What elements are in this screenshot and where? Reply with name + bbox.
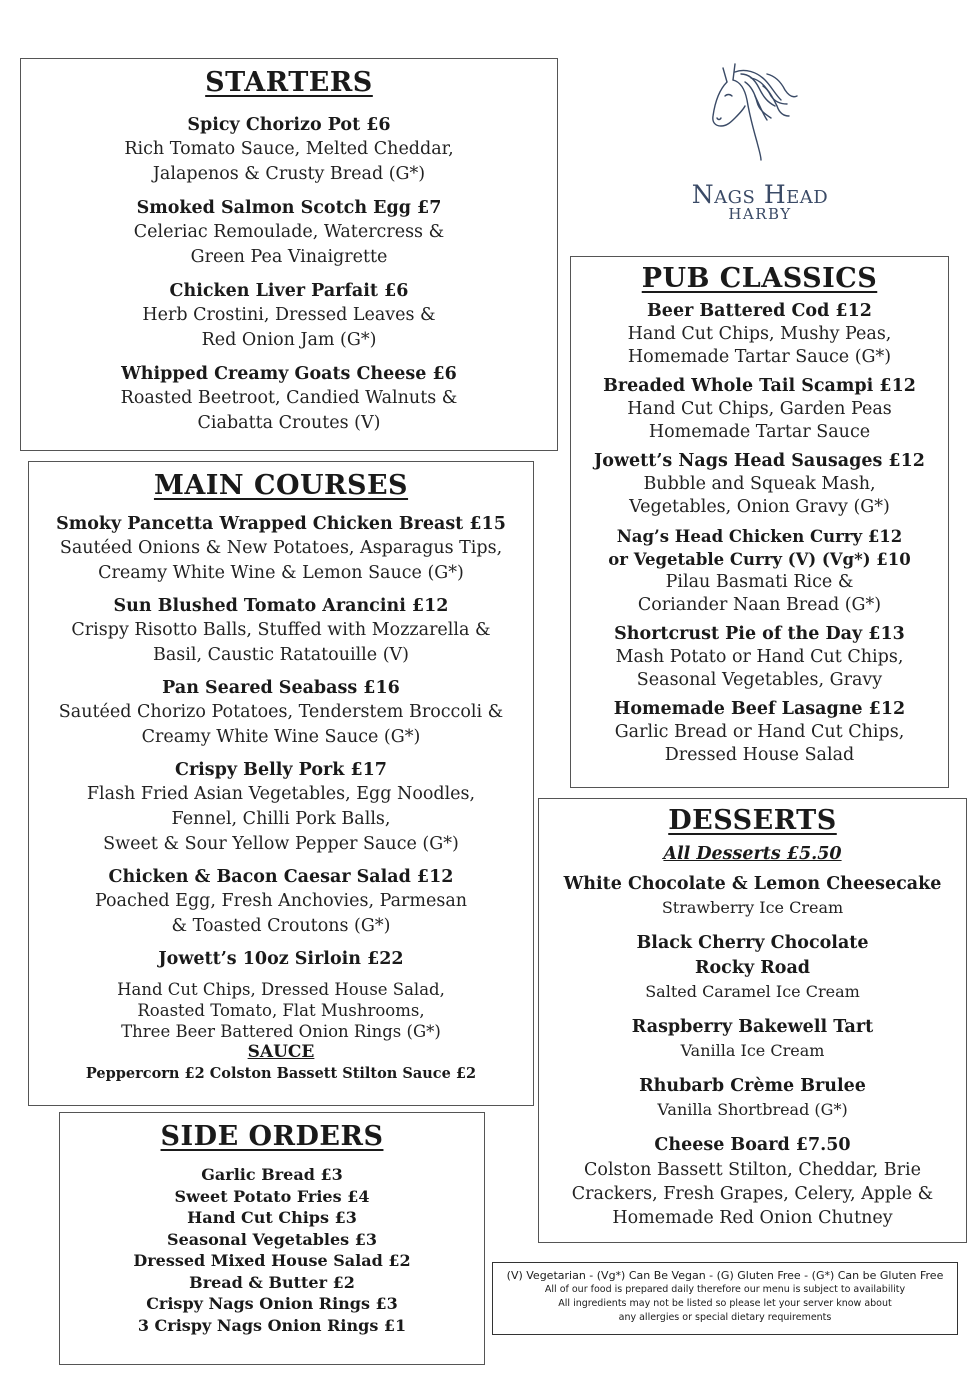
menu-item: [539, 1133, 966, 1230]
item-desc: Sautéed Onions & New Potatoes, Asparagus Tips,: [59, 538, 503, 558]
desserts-heading: DESSERTS: [668, 805, 837, 836]
item-desc: Flash Fried Asian Vegetables, Egg Noodles,: [86, 784, 476, 804]
item-desc: Hand Cut Chips, Dressed House Salad,: [117, 980, 445, 999]
menu-item: [29, 677, 533, 750]
main-courses-section: [28, 461, 534, 1106]
footer-note: any allergies or special dietary requirements: [618, 1312, 832, 1323]
menu-item: [29, 595, 533, 668]
item-desc: Colston Bassett Stilton, Cheddar, Brie: [584, 1160, 921, 1180]
logo-location: HARBY: [728, 205, 792, 223]
menu-item: [539, 1015, 966, 1062]
item-desc: Crispy Risotto Balls, Stuffed with Mozzarella &: [71, 620, 491, 640]
item-title: White Chocolate & Lemon Cheesecake: [563, 874, 942, 894]
footer-note: All of our food is prepared daily therefore our menu is subject to availability: [544, 1284, 906, 1295]
menu-item: [21, 114, 557, 187]
item-desc: Rich Tomato Sauce, Melted Cheddar,: [124, 139, 454, 159]
item-desc: Homemade Tartar Sauce: [648, 422, 871, 442]
side-item: Dressed Mixed House Salad £2: [133, 1251, 411, 1270]
item-desc: Coriander Naan Bread (G*): [637, 595, 882, 615]
item-desc: Ciabatta Croutes (V): [197, 413, 381, 433]
item-desc: Creamy White Wine & Lemon Sauce (G*): [98, 563, 464, 583]
menu-item: [21, 197, 557, 270]
item-desc: Green Pea Vinaigrette: [190, 247, 388, 267]
item-desc: Red Onion Jam (G*): [201, 330, 377, 350]
item-desc: Seasonal Vegetables, Gravy: [636, 670, 883, 690]
item-title: Pan Seared Seabass £16: [162, 678, 400, 698]
menu-item: [571, 300, 948, 369]
item-desc: Herb Crostini, Dressed Leaves &: [142, 305, 436, 325]
horse-head-icon: [705, 60, 815, 178]
menu-item: [571, 525, 948, 617]
item-title: Chicken & Bacon Caesar Salad £12: [108, 867, 454, 887]
item-title: Spicy Chorizo Pot £6: [187, 115, 391, 135]
item-desc: Hand Cut Chips, Mushy Peas,: [627, 324, 892, 344]
item-desc: & Toasted Croutons (G*): [171, 916, 391, 936]
item-title: Raspberry Bakewell Tart: [631, 1017, 874, 1037]
item-title: Cheese Board £7.50: [654, 1135, 851, 1155]
main-courses-heading: MAIN COURSES: [153, 470, 409, 501]
menu-item: [539, 931, 966, 1003]
item-title: Homemade Beef Lasagne £12: [613, 699, 906, 719]
item-title: Smoked Salmon Scotch Egg £7: [136, 198, 442, 218]
pub-classics-section: [570, 256, 949, 788]
item-desc: Three Beer Battered Onion Rings (G*): [121, 1022, 441, 1041]
item-desc: Celeriac Remoulade, Watercress &: [133, 222, 445, 242]
starters-section: [20, 58, 558, 451]
side-item: Garlic Bread £3: [201, 1165, 343, 1184]
menu-item: [29, 866, 533, 939]
side-item: Crispy Nags Onion Rings £3: [146, 1294, 398, 1313]
menu-item: [21, 280, 557, 353]
item-desc: Poached Egg, Fresh Anchovies, Parmesan: [94, 891, 468, 911]
item-desc: Strawberry Ice Cream: [661, 898, 844, 917]
footer-note: All ingredients may not be listed so please let your server know about: [558, 1298, 892, 1309]
item-desc: Homemade Tartar Sauce (G*): [627, 347, 892, 367]
item-desc: Crackers, Fresh Grapes, Celery, Apple &: [571, 1184, 934, 1204]
item-title: Chicken Liver Parfait £6: [169, 281, 409, 301]
side-item: Bread & Butter £2: [189, 1272, 355, 1292]
menu-item: [29, 759, 533, 857]
item-desc: Dressed House Salad: [664, 745, 855, 765]
item-desc: Roasted Beetroot, Candied Walnuts &: [120, 388, 458, 408]
item-desc: Bubble and Squeak Mash,: [643, 474, 876, 494]
item-desc: Creamy White Wine Sauce (G*): [141, 727, 421, 747]
item-title: Whipped Creamy Goats Cheese £6: [121, 364, 457, 384]
item-desc: Sweet & Sour Yellow Pepper Sauce (G*): [103, 834, 459, 854]
item-desc: Vegetables, Onion Gravy (G*): [629, 497, 890, 517]
item-desc: Hand Cut Chips, Garden Peas: [627, 399, 892, 419]
side-item: 3 Crispy Nags Onion Rings £1: [137, 1315, 407, 1335]
item-desc: Garlic Bread or Hand Cut Chips,: [614, 722, 905, 742]
item-title: Beer Battered Cod £12: [647, 301, 872, 321]
item-desc: Jalapenos & Crusty Bread (G*): [152, 164, 426, 184]
item-title: Nag’s Head Chicken Curry £12: [616, 527, 903, 546]
item-title: Black Cherry Chocolate: [636, 933, 869, 953]
item-desc: Vanilla Ice Cream: [680, 1041, 825, 1060]
menu-item: [29, 513, 533, 586]
item-title: Shortcrust Pie of the Day £13: [614, 624, 905, 644]
menu-item: [29, 948, 533, 1042]
starters-heading: STARTERS: [205, 67, 373, 98]
menu-item: [571, 450, 948, 519]
sauce-options: Peppercorn £2 Colston Bassett Stilton Sauce £2: [85, 1065, 477, 1082]
pub-classics-heading: PUB CLASSICS: [641, 263, 878, 294]
item-desc: Sautéed Chorizo Potatoes, Tenderstem Broccoli &: [58, 702, 504, 722]
item-desc: Mash Potato or Hand Cut Chips,: [615, 647, 904, 667]
menu-item: [571, 623, 948, 692]
item-title: Rocky Road: [694, 958, 811, 978]
item-desc: Vanilla Shortbread (G*): [657, 1100, 848, 1119]
dietary-legend: (V) Vegetarian - (Vg*) Can Be Vegan - (G) Gluten Free - (G*) Can be Gluten Free: [506, 1269, 944, 1282]
menu-item: [571, 698, 948, 767]
item-desc: Basil, Caustic Ratatouille (V): [153, 645, 409, 665]
item-desc: Fennel, Chilli Pork Balls,: [171, 809, 391, 829]
menu-item: [21, 363, 557, 436]
item-title: Jowett’s 10oz Sirloin £22: [158, 949, 404, 969]
dietary-notes: [492, 1262, 958, 1335]
logo: [660, 60, 860, 235]
side-item: Sweet Potato Fries £4: [174, 1186, 370, 1206]
side-item: Hand Cut Chips £3: [187, 1208, 357, 1227]
side-orders-section: [59, 1112, 485, 1365]
item-title: Smoky Pancetta Wrapped Chicken Breast £15: [56, 514, 506, 534]
menu-item: [571, 375, 948, 444]
item-title: Sun Blushed Tomato Arancini £12: [113, 596, 449, 616]
side-item: Seasonal Vegetables £3: [167, 1229, 377, 1249]
item-title: Rhubarb Crème Brulee: [639, 1076, 866, 1096]
item-title: or Vegetable Curry (V) (Vg*) £10: [608, 550, 911, 569]
sauce-heading: SAUCE: [247, 1042, 315, 1062]
desserts-section: [538, 798, 967, 1243]
item-desc: Salted Caramel Ice Cream: [645, 982, 860, 1001]
item-title: Breaded Whole Tail Scampi £12: [603, 376, 916, 396]
item-title: Crispy Belly Pork £17: [175, 760, 387, 780]
item-desc: Roasted Tomato, Flat Mushrooms,: [137, 1001, 425, 1020]
item-title: Jowett’s Nags Head Sausages £12: [594, 451, 925, 471]
menu-item: [539, 872, 966, 919]
menu-item: [539, 1074, 966, 1121]
item-desc: Pilau Basmati Rice &: [665, 572, 854, 592]
dessert-price-note: All Desserts £5.50: [663, 844, 842, 864]
item-desc: Homemade Red Onion Chutney: [612, 1208, 893, 1228]
side-orders-heading: SIDE ORDERS: [160, 1121, 384, 1152]
logo-name: Nags Head: [691, 180, 829, 209]
